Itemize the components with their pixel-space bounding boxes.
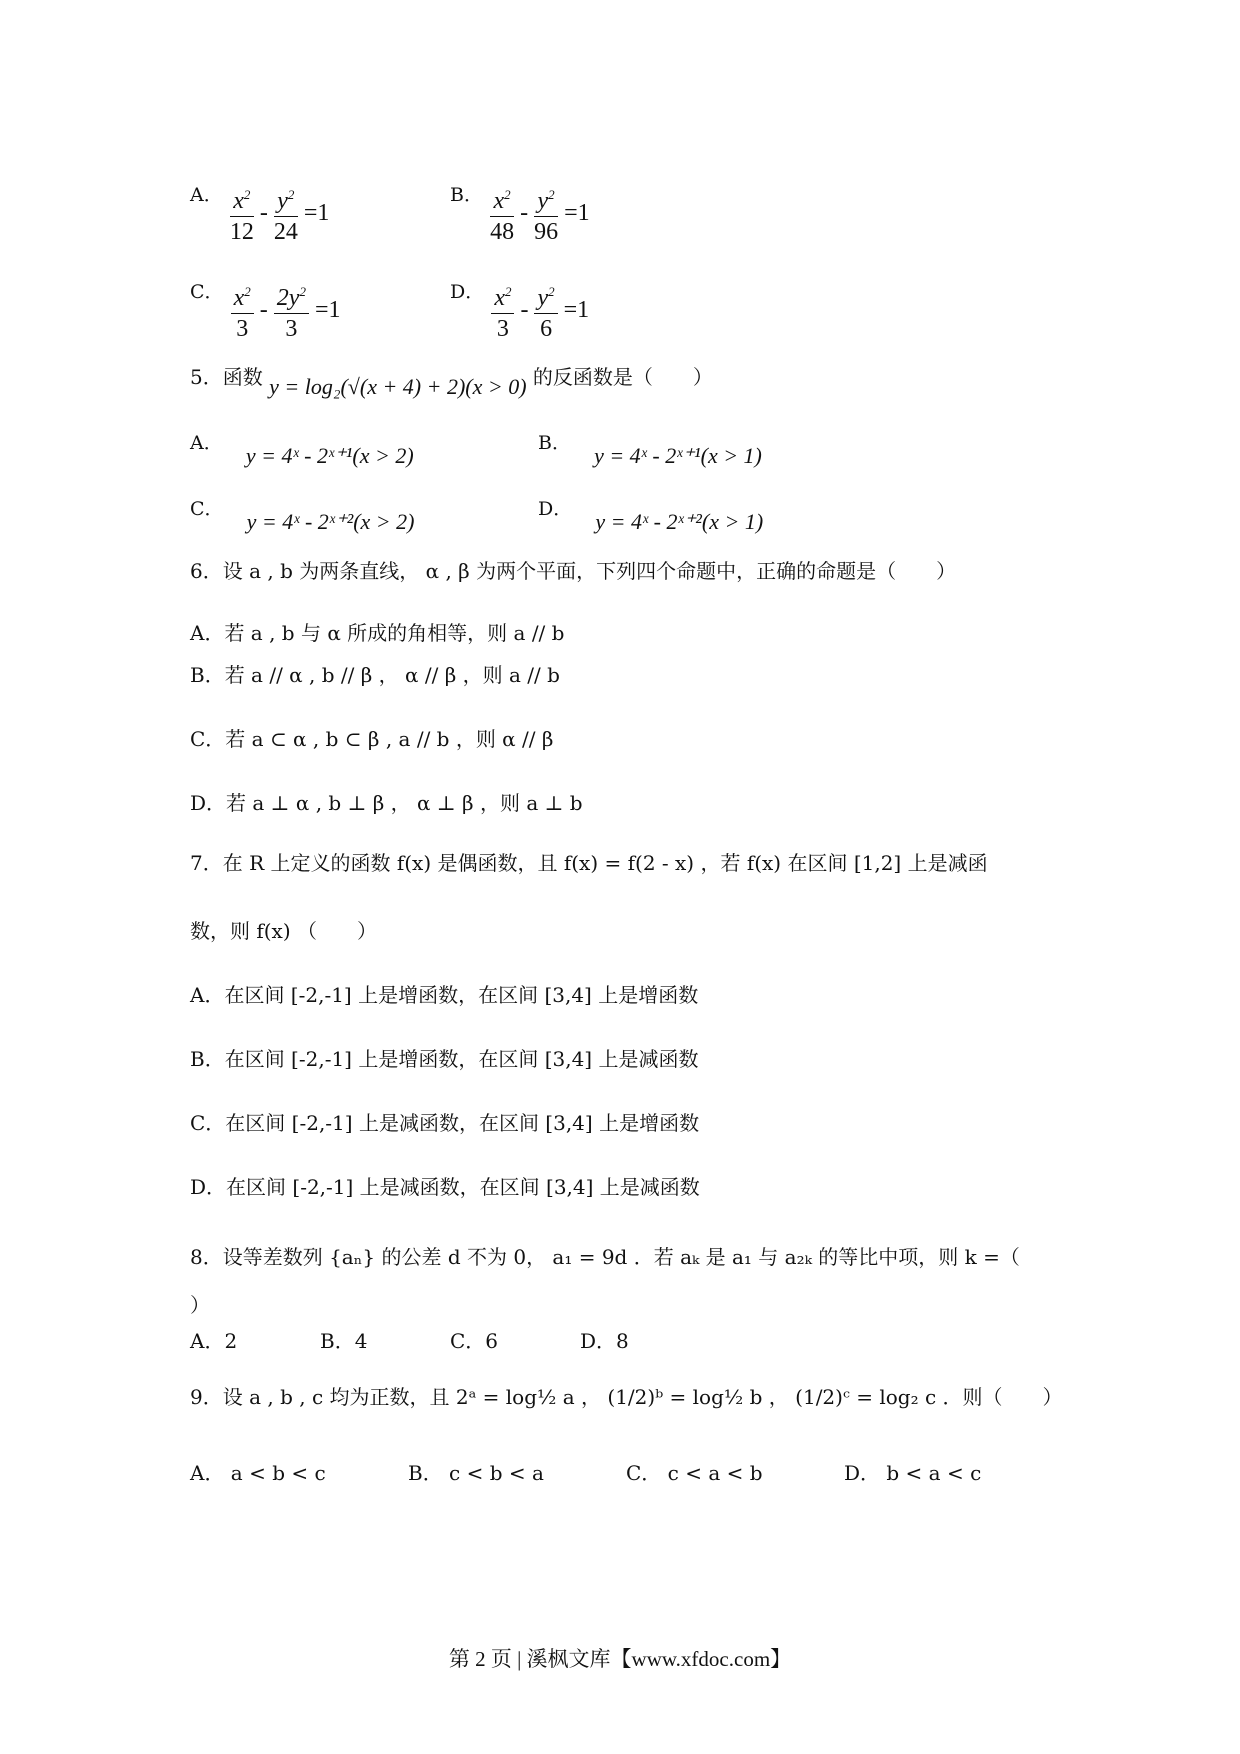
q7-option-d: D．在区间 [-2,-1] 上是减函数，在区间 [3,4] 上是减函数 [190, 1175, 700, 1199]
fraction: $\frac{x^2}{3}$ [231, 277, 254, 344]
q7-stem-line1: 7．在 R 上定义的函数 f(x) 是偶函数，且 f(x) = f(2 - x) ，若 f(x) 在区间 [1,2] 上是减函 [190, 851, 988, 875]
q6-stem: 6．设 a , b 为两条直线， α , β 为两个平面，下列四个命题中，正确的命题是（ ） [190, 559, 957, 583]
q6-option-b: B．若 a // α , b // β ， α // β ，则 a // b [190, 663, 560, 687]
q9-stem: 9．设 a , b , c 均为正数，且 2ᵃ = log½ a ， (1/2)ᵇ = log½ b ， (1/2)ᶜ = log₂ c ．则（ ） [190, 1385, 1063, 1409]
q6-option-c: C．若 a ⊂ α , b ⊂ β , a // b ，则 α // β [190, 727, 554, 751]
q7-stem-line2: 数，则 f(x) （ ） [190, 919, 378, 943]
q4-option-b: B． $\frac{x^2}{48}$ - $\frac{y^2}{96}$ =1 [450, 180, 594, 247]
fraction: $\frac{y^2}{24}$ [274, 180, 298, 247]
q9-option-a: A． a < b < c [190, 1461, 326, 1485]
fraction: $\frac{x^2}{12}$ [230, 180, 254, 247]
q5-option-b: B． y = 4ˣ - 2ˣ⁺¹(x > 1) [538, 432, 762, 468]
fraction: $\frac{y^2}{6}$ [534, 277, 557, 344]
option-label: B． [450, 184, 483, 206]
q9-option-b: B． c < b < a [408, 1461, 544, 1485]
q8-option-a: A．2 [190, 1329, 238, 1353]
q7-option-b: B．在区间 [-2,-1] 上是增函数，在区间 [3,4] 上是减函数 [190, 1047, 699, 1071]
option-label: C． [190, 281, 224, 303]
q6-option-a: A．若 a , b 与 α 所成的角相等，则 a // b [190, 621, 565, 645]
q8-option-b: B．4 [320, 1329, 368, 1353]
q6-option-d: D．若 a ⊥ α , b ⊥ β ， α ⊥ β ，则 a ⊥ b [190, 791, 583, 815]
q5-function: y = log₂(√(x + 4) + 2)(x > 0) [269, 374, 527, 399]
option-label: A． [190, 184, 223, 206]
q4-option-d: D． $\frac{x^2}{3}$ - $\frac{y^2}{6}$ =1 [450, 277, 593, 344]
fraction: $\frac{2y^2}{3}$ [274, 277, 309, 344]
q8-stem-line1: 8．设等差数列 {aₙ} 的公差 d 不为 0， a₁ = 9d ．若 aₖ 是 a₁ 与 a₂ₖ 的等比中项，则 k =（ [190, 1245, 1020, 1269]
q9-option-d: D． b < a < c [844, 1461, 982, 1485]
option-label: D． [450, 281, 485, 303]
q5-option-a: A． y = 4ˣ - 2ˣ⁺¹(x > 2) [190, 432, 414, 468]
q4-option-a: A． $\frac{x^2}{12}$ - $\frac{y^2}{24}$ =1 [190, 180, 333, 247]
q7-option-c: C．在区间 [-2,-1] 上是减函数，在区间 [3,4] 上是增函数 [190, 1111, 700, 1135]
page-footer: 第 2 页 | 溪枫文库【www.xfdoc.com】 [448, 1647, 792, 1671]
fraction: $\frac{x^2}{3}$ [491, 277, 514, 344]
q9-option-c: C． c < a < b [626, 1461, 763, 1485]
fraction: $\frac{x^2}{48}$ [490, 180, 514, 247]
q5-option-c: C． y = 4ˣ - 2ˣ⁺²(x > 2) [190, 498, 415, 534]
q4-option-c: C． $\frac{x^2}{3}$ - $\frac{2y^2}{3}$ =1 [190, 277, 345, 344]
q5-stem: 5．函数 y = log₂(√(x + 4) + 2)(x > 0) 的反函数是（ ） [190, 365, 713, 399]
q8-option-d: D．8 [580, 1329, 629, 1353]
q5-option-d: D． y = 4ˣ - 2ˣ⁺²(x > 1) [538, 498, 764, 534]
q8-stem-line2: ） [190, 1293, 210, 1317]
q7-option-a: A．在区间 [-2,-1] 上是增函数，在区间 [3,4] 上是增函数 [190, 983, 699, 1007]
q8-option-c: C．6 [450, 1329, 499, 1353]
fraction: $\frac{y^2}{96}$ [534, 180, 558, 247]
